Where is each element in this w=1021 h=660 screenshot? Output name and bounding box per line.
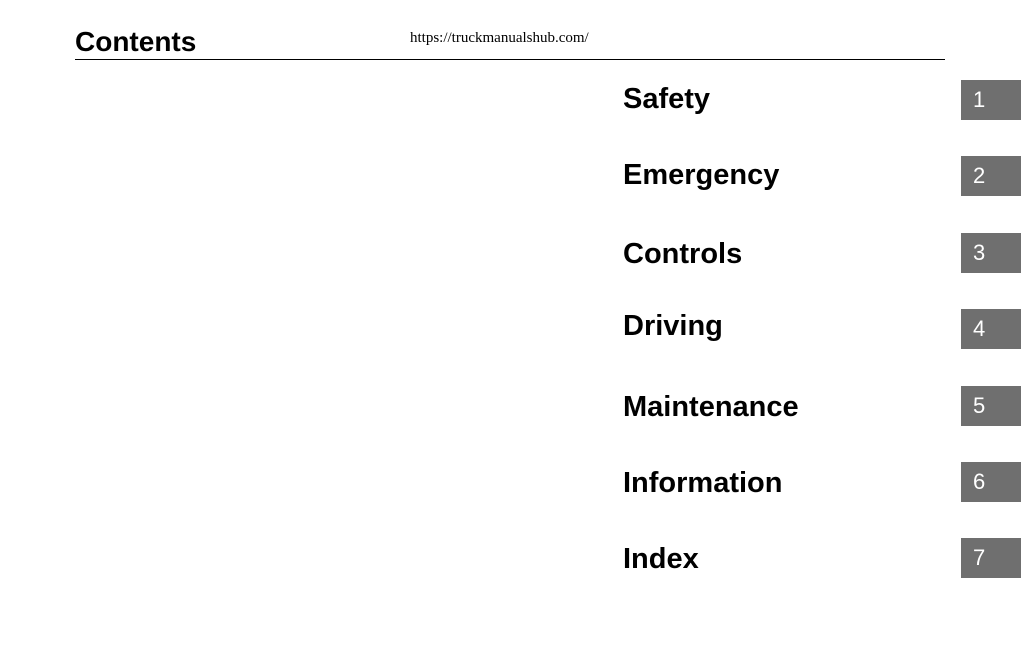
- toc-label[interactable]: Index: [623, 543, 699, 575]
- chapter-tab[interactable]: 1: [961, 80, 1021, 120]
- toc-entry-emergency[interactable]: [0, 156, 1021, 196]
- source-url[interactable]: https://truckmanualshub.com/: [410, 30, 589, 46]
- toc-label[interactable]: Driving: [623, 310, 723, 342]
- toc-label[interactable]: Controls: [623, 238, 743, 270]
- toc-entry-safety[interactable]: [0, 80, 1021, 120]
- toc-entry-controls[interactable]: [0, 233, 1021, 273]
- toc-label[interactable]: Safety: [623, 83, 711, 115]
- chapter-tab[interactable]: 5: [961, 386, 1021, 426]
- page-title: Contents: [75, 26, 197, 57]
- toc-label[interactable]: Emergency: [623, 159, 780, 191]
- chapter-tab[interactable]: 3: [961, 233, 1021, 273]
- toc-entry-driving[interactable]: [0, 309, 1021, 349]
- toc-entry-index[interactable]: [0, 538, 1021, 578]
- chapter-tab[interactable]: 2: [961, 156, 1021, 196]
- toc-label[interactable]: Information: [623, 467, 783, 499]
- toc-entry-maintenance[interactable]: [0, 386, 1021, 426]
- chapter-tab[interactable]: 6: [961, 462, 1021, 502]
- chapter-tab[interactable]: 4: [961, 309, 1021, 349]
- chapter-tab[interactable]: 7: [961, 538, 1021, 578]
- toc-entry-information[interactable]: [0, 462, 1021, 502]
- toc-label[interactable]: Maintenance: [623, 391, 799, 423]
